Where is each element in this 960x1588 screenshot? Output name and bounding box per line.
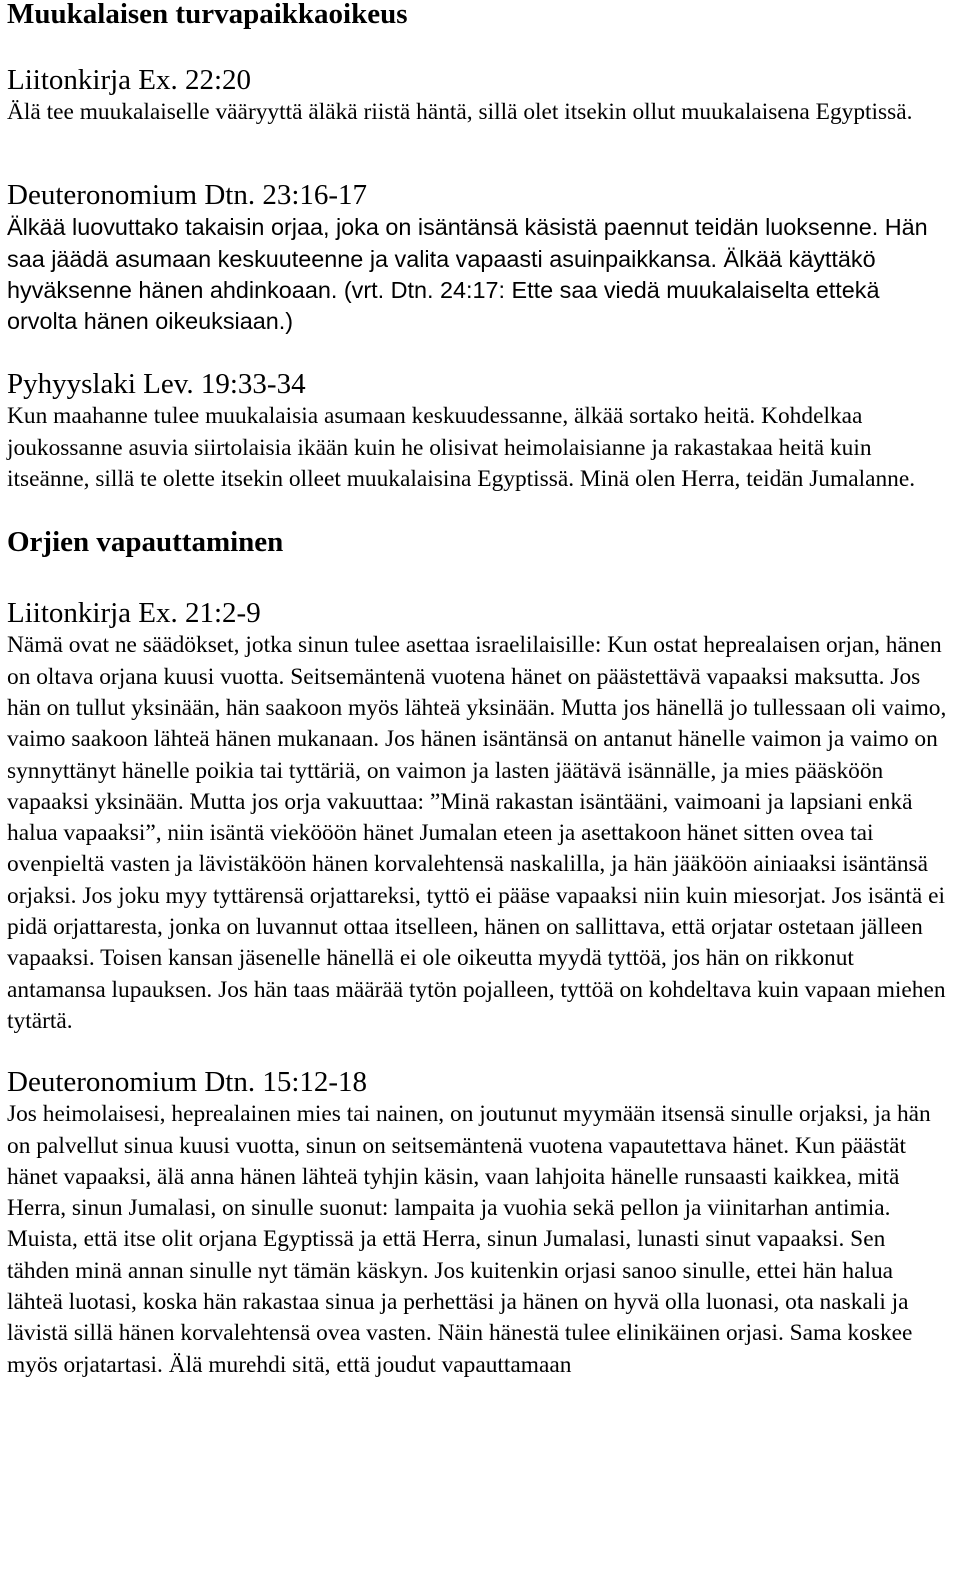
section-dtn-23-16-17 (7, 178, 953, 337)
section-heading: Deuteronomium Dtn. 23:16-17 (7, 179, 368, 212)
section-heading: Liitonkirja Ex. 22:20 (7, 64, 252, 96)
section-ex-21-2-9 (7, 596, 953, 1037)
page-title: Muukalaisen turvapaikkaoikeus (7, 0, 408, 30)
section-heading: Pyhyyslaki Lev. 19:33-34 (7, 368, 306, 401)
section-text: Jos heimolaisesi, heprealainen mies tai nainen, on joutunut myymään itsensä sinulle orjaksi, ja hän on palvellut sinua kuusi vuotta, sinun on seitsemäntenä vuotena vapautettava hänet. Kun päästät hänet vapaaksi, älä anna hänen lähteä tyhjin käsin, vaan lahjoita hänelle runsaasti kaikkea, mitä Herra, sinun Jumalasi, on sinulle suonut: lampaita ja vuohia sekä pellon ja viinitarhan antimia. Muista, että itse olit orjana Egyptissä ja että Herra, sinun Jumalasi, lunasti sinut vapaaksi. Sen tähden minä annan sinulle nyt tämän käskyn. Jos kuitenkin orjasi sanoo sinulle, ettei hän halua lähteä luotasi, koska hän rakastaa sinua ja perhettäsi ja hänen on hyvä olla luonasi, ota naskali ja lävistä sillä hänen korvalehtensä ovea vasten. Näin hänestä tulee elinikäinen orjasi. Sama koskee myös orjatartasi. Älä murehdi sitä, että joudut vapauttamaan (7, 1101, 931, 1378)
section-heading: Deuteronomium Dtn. 15:12-18 (7, 1066, 368, 1099)
section-heading: Liitonkirja Ex. 21:2-9 (7, 597, 261, 630)
section-text: Nämä ovat ne säädökset, jotka sinun tulee asettaa israelilaisille: Kun ostat heprealaisen orjan, hänen on oltava orjana kuusi vuotta. Seitsemäntenä vuotena hänet on päästettävä vapaaksi maksutta. Jos hän on tullut yksinään, hän saakoon myös lähteä yksinään. Mutta jos hänellä jo tullessaan oli vaimo, vaimo saakoon lähteä hänen mukanaan. Jos hänen isäntänsä on antanut hänelle vaimon ja vaimo on synnyttänyt hänelle poikia tai tyttäriä, on vaimon ja lasten jäätävä isännälle, ja mies pääsköön vapaaksi yksinään. Mutta jos orja vakuuttaa: ”Minä rakastan isäntääni, vaimoani ja lapsiani enkä halua vapaaksi”, niin isäntä viekööön hänet Jumalan eteen ja asettakoon hänet sitten ovea tai ovenpieltä vasten ja lävistäköön hänen korvalehtensä naskalilla, ja hän jääköön ainiaaksi isäntänsä orjaksi. Jos joku myy tyttärensä orjattareksi, tyttö ei pääse vapaaksi niin kuin miesorjat. Jos isäntä ei pidä orjattaresta, jonka on luvannut ottaa itselleen, hänen on sallittava, että orjatar ostetaan jälleen vapaaksi. Toisen kansan jäsenelle hänellä ei ole oikeutta myydä tyttöä, jos hän on rikkonut antamansa lupauksen. Jos hän taas määrää tytön pojalleen, tyttöä on kohdeltava kuin vapaan miehen tytärtä. (7, 632, 947, 1034)
section-dtn-15-12-18 (7, 1065, 953, 1381)
section-text: Älä tee muukalaiselle vääryyttä äläkä riistä häntä, sillä olet itsekin ollut muukalaisena Egyptissä. (7, 99, 913, 125)
section-text: Kun maahanne tulee muukalaisia asumaan keskuudessanne, älkää sortako heitä. Kohdelkaa joukossanne asuvia siirtolaisia ikään kuin he olisivat heimolaisianne ja rakastakaa heitä kuin itseänne, sillä te olette itsekin olleet muukalaisina Egyptissä. Minä olen Herra, teidän Jumalanne. (7, 403, 916, 493)
subtitle-heading: Orjien vapauttaminen (7, 526, 284, 559)
section-text: Älkää luovuttako takaisin orjaa, joka on isäntänsä käsistä paennut teidän luoksenne. Hän saa jäädä asumaan keskuuteenne ja valita vapaasti asuinpaikkansa. Älkää käyttäkö hyväksenne hänen ahdinkoaan. (vrt. Dtn. 24:17: Ette saa viedä muukalaiselta ettekä orvolta hänen oikeuksiaan.) (7, 214, 928, 335)
section-ex-22-20 (7, 63, 953, 128)
section-lev-19-33-34 (7, 367, 953, 495)
